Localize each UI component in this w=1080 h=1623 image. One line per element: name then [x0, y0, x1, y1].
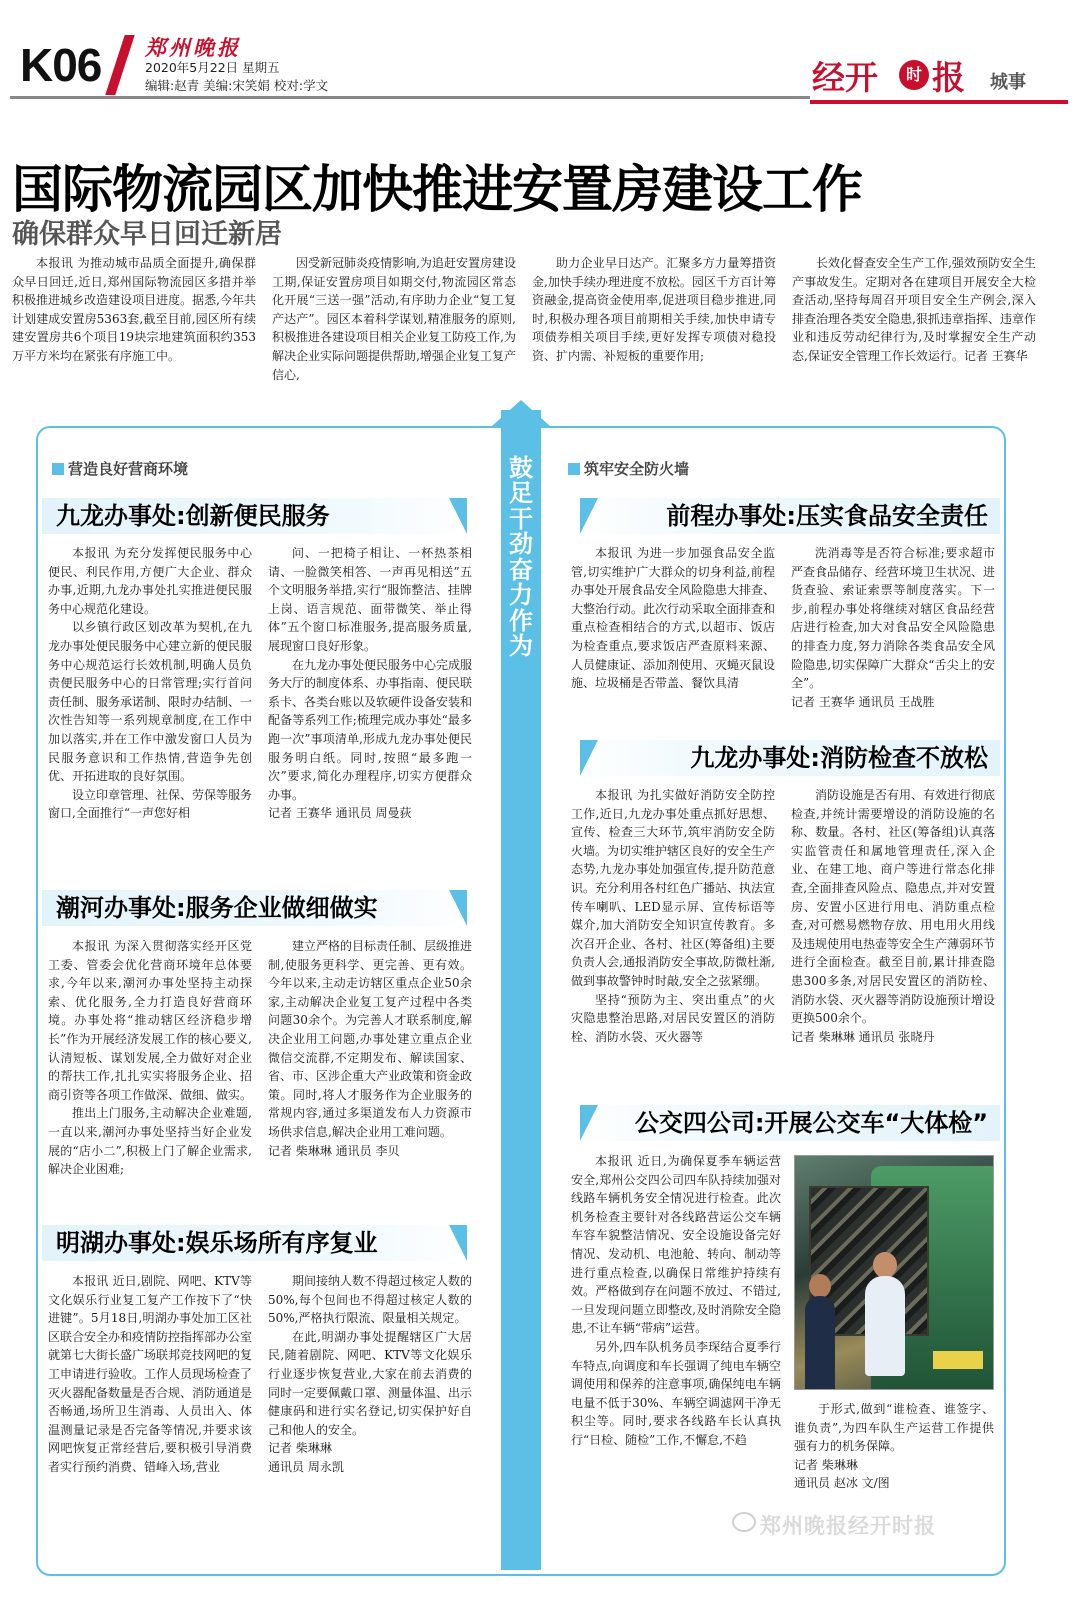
square-bullet-icon [52, 463, 64, 475]
title-edge-decoration [449, 1225, 467, 1261]
article-col [268, 1272, 472, 1477]
article-paragraph: 另外,四车队机务员李琛结合夏季行车特点,向调度和车长强调了纯电车辆空调使用和保养的注意事项,确保纯电车辆电量不低于30%、车辆空调滤网干净无积尘等。同时,要求各线路车长认真执行“日检、随检”工作,不懈怠,不趋 [571, 1339, 781, 1447]
article-paragraph: 以乡镇行政区划改革为契机,在九龙办事处便民服务中心建立新的便民服务中心规范运行长效机制,明确人员负责便民服务中心的日常管理;实行首问责任制、服务承诺制、限时办结制、一次性告知等一系列规章制度,在工作中加以落实,并在工作中激发窗口人员为民服务意识和工作热情,营造争先创优、开拓进取的良好氛围。 [48, 620, 253, 784]
header-accent-rule [810, 100, 1068, 104]
article-paragraph: 坚持“预防为主、突出重点”的火灾隐患整治思路,对居民安置区的消防栓、消防水袋、灭火器等 [571, 992, 775, 1044]
watermark: 郑州晚报经开时报 [760, 1514, 936, 1538]
article-paragraph: 本报讯 为深入贯彻落实经开区党工委、管委会优化营商环境年总体要求,今年以来,潮河办事处坚持主动探索、优化服务,全力打造良好营商环境。办事处将“推动辖区经济稳步增长”作为开展经济发展工作的核心要义,认清短板、谋划发展,全力做好对企业的帮扶工作,扎扎实实将服务企业、招商引资等各项工作做深、做细、做实。 [48, 939, 253, 1102]
article-title: 九龙办事处:创新便民服务 [42, 498, 467, 534]
article-paragraph: 本报讯 近日,为确保夏季车辆运营安全,郑州公交四公司四车队持续加强对线路车辆机务安全情况进行检查。此次机务检查主要针对各线路营运公交车辆车容车貌整洁情况、安全设施设备完好情况、发动机、电池舱、转向、制动等进行重点检查,以确保日常维护持续有效。严格做到存在问题不放过、不错过,一旦发现问题立即整改,及时消除安全隐患,不让车辆“带病”运营。 [571, 1154, 781, 1336]
editor-credits: 编辑:赵青 美编:宋笑娟 校对:学文 [145, 78, 329, 93]
inspector-figure [865, 1276, 905, 1376]
article-paragraph: 洗消毒等是否符合标准;要求超市严查食品储存、经营环境卫生状况、进货查验、索证索票等制度落实。下一步,前程办事处将继续对辖区食品经营店进行检查,加大对食品安全风险隐患的排查力度,努力消除各类食品安全风险隐患,切实保障广大群众“舌尖上的安全”。 [791, 546, 996, 691]
article-col [794, 1400, 994, 1493]
square-bullet-icon [568, 463, 580, 475]
article-paragraph: 记者 王赛华 通讯员 周曼荻 [268, 806, 412, 821]
article-paragraph: 在此,明湖办事处提醒辖区广大居民,随着剧院、网吧、KTV等文化娱乐行业逐步恢复营业,大家在前去消费的同时一定要佩戴口罩、测量体温、出示健康码和进行实名登记,切实保护好自己和他人的安全。 [268, 1329, 473, 1437]
title-edge-decoration [580, 740, 598, 776]
lead-column-1 [12, 254, 256, 366]
article-paragraph: 建立严格的目标责任制、层级推进制,使服务更科学、更完善、更有效。今年以来,主动走访辖区重点企业50余家,主动解决企业复工复产过程中各类问题30余个。为完善人才联系制度,解决企业用工问题,办事处建立重点企业微信交流群,不定期发布、解读国家、省、市、区涉企重大产业政策和资金政策。同时,将人才服务作为企业服务的常规内容,通过多渠道发布人力资源市场供求信息,解决企业用工难问题。 [268, 939, 473, 1139]
brand-text-a: 经开 [812, 58, 878, 97]
bus-number-plate [933, 1351, 983, 1369]
article-title: 前程办事处:压实食品安全责任 [580, 498, 1000, 534]
left-section-label [52, 458, 188, 479]
left-section-label-text: 营造良好营商环境 [68, 460, 189, 478]
article-paragraph: 记者 王赛华 通讯员 王战胜 [791, 694, 935, 709]
lead-paragraph: 长效化督查安全生产工作,强效预防安全生产事故发生。定期对各在建项目开展安全大检查活动,坚持每周召开项目安全生产例会,深入排查治理各类安全隐患,狠抓违章指挥、违章作业和违反劳动纪律行为,及时掌握安全生产动态,保证安全管理工作长效运行。记者 王赛华 [792, 256, 1036, 363]
header-rule [10, 96, 810, 99]
bus-inspection-photo [794, 1155, 994, 1390]
article-paragraph: 记者 柴琳琳 通讯员 李贝 [268, 1143, 400, 1158]
wechat-icon [732, 1512, 756, 1532]
article-paragraph: 通讯员 周永凯 [268, 1459, 344, 1474]
lead-paragraph: 本报讯 为推动城市品质全面提升,确保群众早日回迁,近日,郑州国际物流园区多措并举积极推进城乡改造建设项目进度。据悉,今年共计划建成安置房5363套,截至目前,园区所有续建安置房共6个项目19块宗地建筑面积约353万平方米均在紧张有序施工中。 [12, 256, 256, 363]
article-col [48, 937, 252, 1179]
article-col [571, 786, 775, 1046]
main-headline: 国际物流园区加快推进安置房建设工作 [12, 161, 863, 220]
article-title: 明湖办事处:娱乐场所有序复业 [42, 1225, 467, 1261]
article-title: 公交四公司:开展公交车“大体检” [580, 1105, 1000, 1141]
page-header [0, 0, 1080, 108]
right-section-label-text: 筑牢安全防火墙 [584, 460, 690, 478]
article-paragraph: 问、一把椅子相让、一杯热茶相请、一脸微笑相答、一声再见相送”五个文明服务举措,实行“服饰整洁、挂牌上岗、语言规范、面带微笑、举止得体”五个窗口标准服务,提高服务质量,展现窗口良好形象。 [268, 546, 472, 653]
article-paragraph: 于形式,做到“谁检查、谁签字、谁负责”,为四车队生产运营工作提供强有力的机务保障。 [794, 1402, 994, 1454]
article-paragraph: 期间接纳人数不得超过核定人数的50%,每个包间也不得超过核定人数的50%,严格执行限流、限量相关规定。 [268, 1274, 473, 1326]
section-brand [812, 52, 970, 97]
article-title: 潮河办事处:服务企业做细做实 [42, 890, 467, 926]
lead-column-4 [792, 254, 1036, 366]
page-number: K06 [20, 39, 102, 91]
title-edge-decoration [449, 498, 467, 534]
spine-arrow-icon [492, 400, 550, 426]
article-title: 九龙办事处:消防检查不放松 [580, 740, 1000, 776]
article-paragraph: 本报讯 近日,剧院、网吧、KTV等文化娱乐行业复工复产工作按下了“快进键”。5月18日,明湖办事处加工区社区联合安全办和疫情防控指挥部办公室就第七大街长盛广场联邦竞技网吧的复工申请进行验收。工作人员现场检查了灭火器配备数量是否合规、消防通道是否畅通,场所卫生消毒、人员出入、体温测量记录是否完备等情况,并要求该网吧恢复正常经营后,要积极引导消费者实行预约消费、错峰入场,营业 [48, 1274, 253, 1474]
worker-head [809, 1274, 831, 1298]
article-col [571, 1152, 781, 1450]
lead-column-3 [532, 254, 776, 366]
article-col [48, 1272, 252, 1477]
article-paragraph: 记者 柴琳琳 [268, 1441, 332, 1456]
article-col [268, 937, 472, 1160]
article-col [791, 786, 995, 1046]
article-col [571, 544, 775, 693]
article-paragraph: 推出上门服务,主动解决企业难题,一直以来,潮河办事处坚持当好企业发展的“店小二”,积极上门了解企业需求,解决企业困难; [48, 1106, 252, 1177]
title-edge-decoration [580, 498, 598, 534]
article-paragraph: 通讯员 赵冰 文/图 [794, 1476, 890, 1491]
article-paragraph: 本报讯 为扎实做好消防安全防控工作,近日,九龙办事处重点抓好思想、宣传、检查三大环节,筑牢消防安全防火墙。为切实维护辖区良好的安全生产态势,九龙办事处加强宣传,提升防范意识。充分利用各村红色广播站、执法宣传车喇叭、LED显示屏、宣传标语等媒介,加大消防安全知识宣传教育。多次召开企业、各村、社区(筹备组)主要负责人会,通报消防安全事故,防微杜渐,做到事故警钟时时敲,安全之弦紧绷。 [571, 788, 776, 988]
lead-column-2 [272, 254, 516, 384]
spine-slogan: 鼓足干劲 奋力作为 [509, 454, 533, 661]
lead-paragraph: 助力企业早日达产。汇聚多方力量筹措资金,加快手续办理进度不放松。园区千方百计筹资融金,提高资金使用率,促进项目稳步推进,同时,积极办理各项目前期相关手续,加快申请专项债券相关项目手续,更好发挥专项债对稳投资、扩内需、补短板的重要作用; [532, 256, 776, 363]
issue-date: 2020年5月22日 星期五 [145, 60, 280, 75]
article-paragraph: 本报讯 为充分发挥便民服务中心便民、利民作用,方便广大企业、群众办事,近期,九龙办事处扎实推进便民服务中心规范化建设。 [48, 546, 252, 616]
brand-text-b: 报 [932, 58, 965, 97]
brand-circle-icon: 时 [899, 60, 929, 90]
title-edge-decoration [580, 1105, 598, 1141]
inspector-head [873, 1252, 897, 1278]
section-tag: 城事 [990, 72, 1026, 93]
article-paragraph: 本报讯 为进一步加强食品安全监管,切实维护广大群众的切身利益,前程办事处开展食品安全风险隐患大排查、大整治行动。此次行动采取全面排查和重点检查相结合的方式,以超市、饭店为检查重点,要求饭店严查原料来源、人员健康证、添加剂使用、灭蝇灭鼠设施、垃圾桶是否带盖、餐饮具清 [571, 546, 776, 691]
lead-paragraph: 因受新冠肺炎疫情影响,为追赶安置房建设工期,保证安置房项目如期交付,物流园区常态化开展“三送一强”活动,有序助力企业“复工复产达产”。园区本着科学谋划,精准服务的原则,积极推进各建设项目相关企业复工防疫工作,为解决企业实际问题提供帮助,增强企业复工复产信心, [272, 256, 516, 382]
header-slash-decoration [105, 35, 134, 95]
article-paragraph: 消防设施是否有用、有效进行彻底检查,并统计需要增设的消防设施的名称、数量。各村、社区(筹备组)认真落实监管责任和属地管理责任,深入企业、在建工地、商户等进行常态化排查,全面排查风险点、隐患点,并对安置房、安置小区进行用电、消防重点检查,对可燃易燃物存放、用电用火用线及违规使用电热壶等安全生产薄弱环节进行全面检查。截至目前,累计排查隐患300多条,对居民安置区的消防栓、消防水袋、灭火器等消防设施预计增设更换500余个。 [791, 788, 996, 1026]
article-paragraph: 设立印章管理、社保、劳保等服务窗口,全面推行“一声您好相 [48, 787, 253, 821]
sub-headline: 确保群众早日回迁新居 [12, 219, 282, 250]
article-paragraph: 记者 柴琳琳 通讯员 张晓丹 [791, 1029, 935, 1044]
title-edge-decoration [449, 890, 467, 926]
right-section-label [568, 458, 689, 479]
worker-figure [805, 1296, 835, 1390]
article-paragraph: 在九龙办事处便民服务中心完成服务大厅的制度体系、办事指南、便民联系卡、各类台账以及软硬件设备安装和配备等系列工作;梳理完成办事处“最多跑一次”事项清单,形成九龙办事处便民服务明白纸。同时,按照“最多跑一次”要求,简化办理程序,切实方便群众办事。 [268, 657, 473, 802]
article-col [268, 544, 472, 823]
article-paragraph: 记者 柴琳琳 [794, 1457, 858, 1472]
masthead-logo: 郑州晚报 [145, 35, 241, 60]
article-col [791, 544, 995, 711]
article-col [48, 544, 252, 823]
